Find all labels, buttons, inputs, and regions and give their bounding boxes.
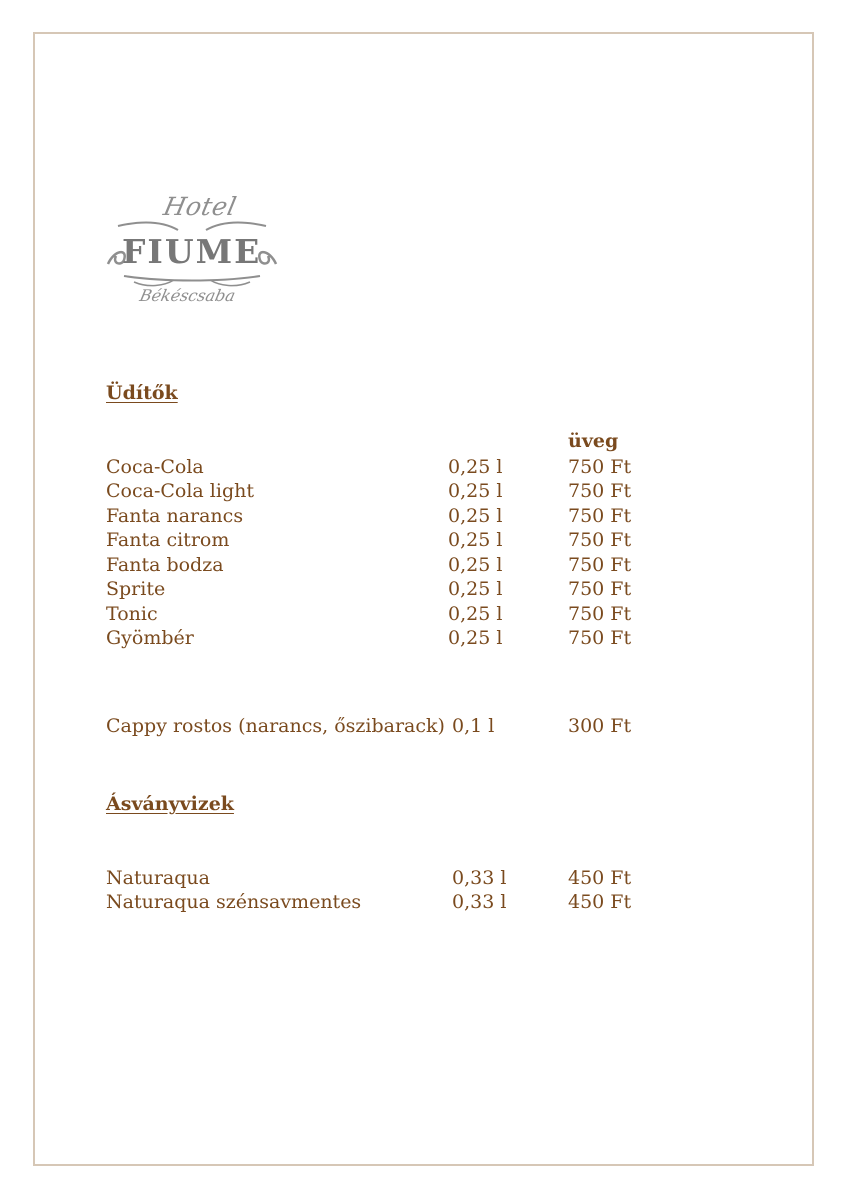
item-volume: 0,25 l <box>448 603 503 625</box>
item-name: Sprite <box>106 578 166 600</box>
item-name: Fanta citrom <box>106 529 230 551</box>
item-name: Coca-Cola light <box>106 480 254 502</box>
item-volume: 0,33 l <box>452 867 507 889</box>
section-title-mineral-water: Ásványvizek <box>106 793 234 815</box>
hotel-fiume-logo <box>104 190 280 318</box>
menu-row <box>106 602 666 626</box>
item-volume: 0,25 l <box>448 480 503 502</box>
item-price: 750 Ft <box>568 627 632 649</box>
section-title-softdrinks: Üdítők <box>106 382 178 404</box>
item-price: 750 Ft <box>568 480 632 502</box>
menu-row-cappy <box>106 714 666 738</box>
item-name: Coca-Cola <box>106 456 204 478</box>
item-name: Fanta narancs <box>106 505 244 527</box>
logo-fiume-text: FIUME <box>122 232 262 271</box>
menu-row <box>106 866 666 890</box>
menu-row <box>106 504 666 528</box>
menu-row <box>106 626 666 650</box>
logo-hotel-text: Hotel <box>160 192 240 221</box>
menu-row <box>106 577 666 601</box>
logo-city-text: Békéscsaba <box>137 286 238 305</box>
item-volume: 0,1 l <box>452 715 495 737</box>
menu-row <box>106 479 666 503</box>
item-price: 750 Ft <box>568 529 632 551</box>
item-price: 750 Ft <box>568 505 632 527</box>
item-volume: 0,25 l <box>448 529 503 551</box>
item-name: Gyömbér <box>106 627 194 649</box>
item-name: Tonic <box>106 603 158 625</box>
item-name: Fanta bodza <box>106 554 224 576</box>
menu-row <box>106 553 666 577</box>
item-name: Naturaqua szénsavmentes <box>106 891 362 913</box>
item-price: 750 Ft <box>568 456 632 478</box>
item-volume: 0,25 l <box>448 578 503 600</box>
menu-row <box>106 455 666 479</box>
item-price: 450 Ft <box>568 867 632 889</box>
item-volume: 0,25 l <box>448 505 503 527</box>
item-name: Cappy rostos (narancs, őszibarack) <box>106 715 445 737</box>
item-volume: 0,33 l <box>452 891 507 913</box>
column-header-bottle: üveg <box>568 430 619 452</box>
item-price: 450 Ft <box>568 891 632 913</box>
item-name: Naturaqua <box>106 867 210 889</box>
menu-row <box>106 890 666 914</box>
item-volume: 0,25 l <box>448 554 503 576</box>
item-price: 750 Ft <box>568 554 632 576</box>
menu-row <box>106 528 666 552</box>
item-volume: 0,25 l <box>448 627 503 649</box>
item-volume: 0,25 l <box>448 456 503 478</box>
item-price: 750 Ft <box>568 578 632 600</box>
item-price: 750 Ft <box>568 603 632 625</box>
item-price: 300 Ft <box>568 715 632 737</box>
